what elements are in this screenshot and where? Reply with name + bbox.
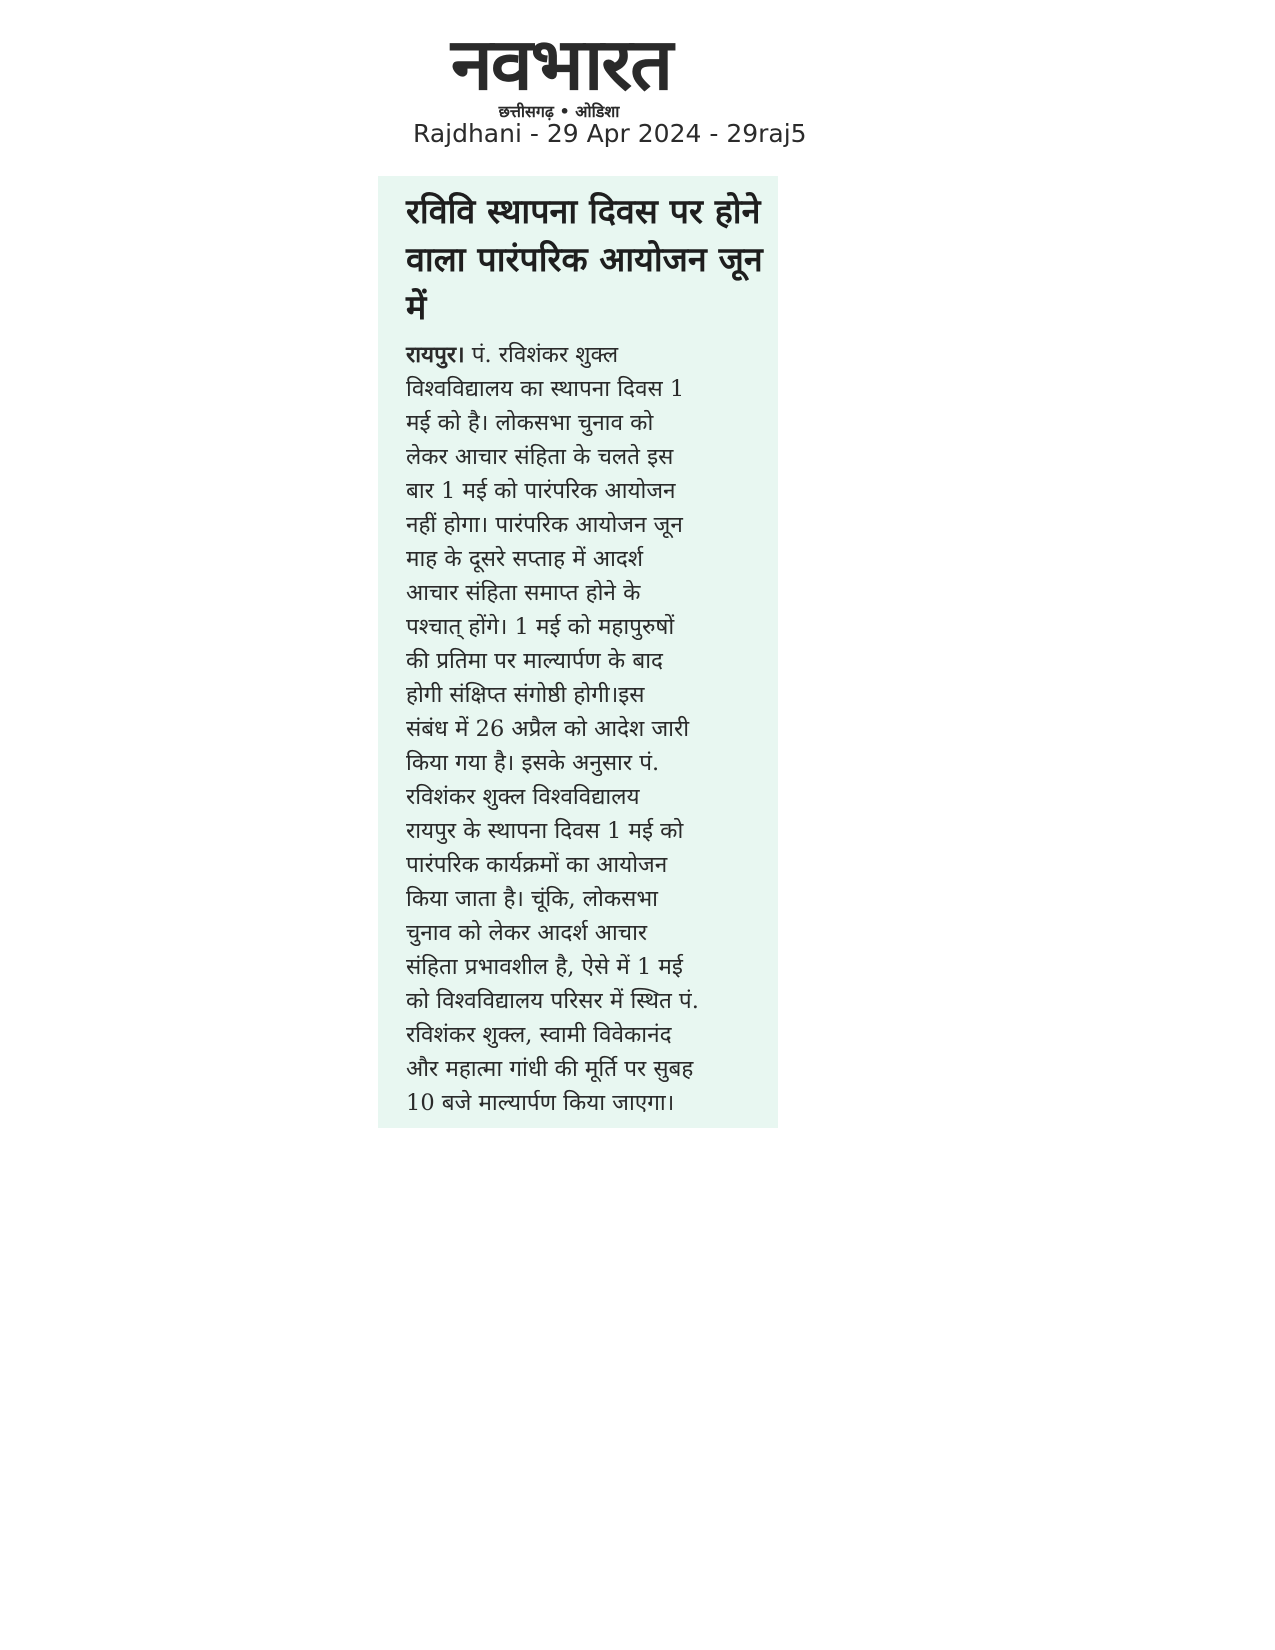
article-place: रायपुर। (406, 342, 465, 368)
article-headline: रविवि स्थापना दिवस पर होने वाला पारंपरिक आयोजन जून में (406, 192, 763, 328)
article-line: चुनाव को लेकर आदर्श आचार (406, 920, 648, 946)
article-line: होगी संक्षिप्त संगोष्ठी होगी।इस (406, 682, 645, 708)
article-body (406, 338, 746, 1120)
article-line: को विश्वविद्यालय परिसर में स्थित पं. (406, 988, 699, 1014)
article-line: रविशंकर शुक्ल, स्वामी विवेकानंद (406, 1022, 672, 1048)
article-line: मई को है। लोकसभा चुनाव को (406, 410, 654, 436)
article-line: पारंपरिक कार्यक्रमों का आयोजन (406, 852, 668, 878)
article-line: आचार संहिता समाप्त होने के (406, 580, 641, 606)
article-line: किया जाता है। चूंकि, लोकसभा (406, 886, 659, 912)
article-line: रायपुर के स्थापना दिवस 1 मई को (406, 818, 684, 844)
article-line: किया गया है। इसके अनुसार पं. (406, 750, 660, 776)
article-line: नहीं होगा। पारंपरिक आयोजन जून (406, 512, 683, 538)
newspaper-editions: छत्तीसगढ़ • ओडिशा (498, 102, 620, 121)
article-line: लेकर आचार संहिता के चलते इस (406, 444, 674, 470)
article-line: रायपुर। पं. रविशंकर शुक्ल (406, 342, 619, 368)
article-line: संबंध में 26 अप्रैल को आदेश जारी (406, 716, 690, 742)
article-line: 10 बजे माल्यार्पण किया जाएगा। (406, 1090, 675, 1116)
article-line: पश्चात् होंगे। 1 मई को महापुरुषों (406, 614, 675, 640)
newspaper-logo-name: नवभारत (450, 22, 672, 106)
article-line: रविशंकर शुक्ल विश्वविद्यालय (406, 784, 640, 810)
article-line: माह के दूसरे सप्ताह में आदर्श (406, 546, 644, 572)
clipping-dateline: Rajdhani - 29 Apr 2024 - 29raj5 (413, 119, 807, 148)
article-line: विश्वविद्यालय का स्थापना दिवस 1 (406, 376, 685, 402)
newspaper-masthead (406, 22, 716, 122)
article-line: बार 1 मई को पारंपरिक आयोजन (406, 478, 676, 504)
article-clipping (378, 176, 778, 1128)
article-line: की प्रतिमा पर माल्यार्पण के बाद (406, 648, 663, 674)
article-line: और महात्मा गांधी की मूर्ति पर सुबह (406, 1056, 694, 1082)
article-line: संहिता प्रभावशील है, ऐसे में 1 मई (406, 954, 683, 980)
